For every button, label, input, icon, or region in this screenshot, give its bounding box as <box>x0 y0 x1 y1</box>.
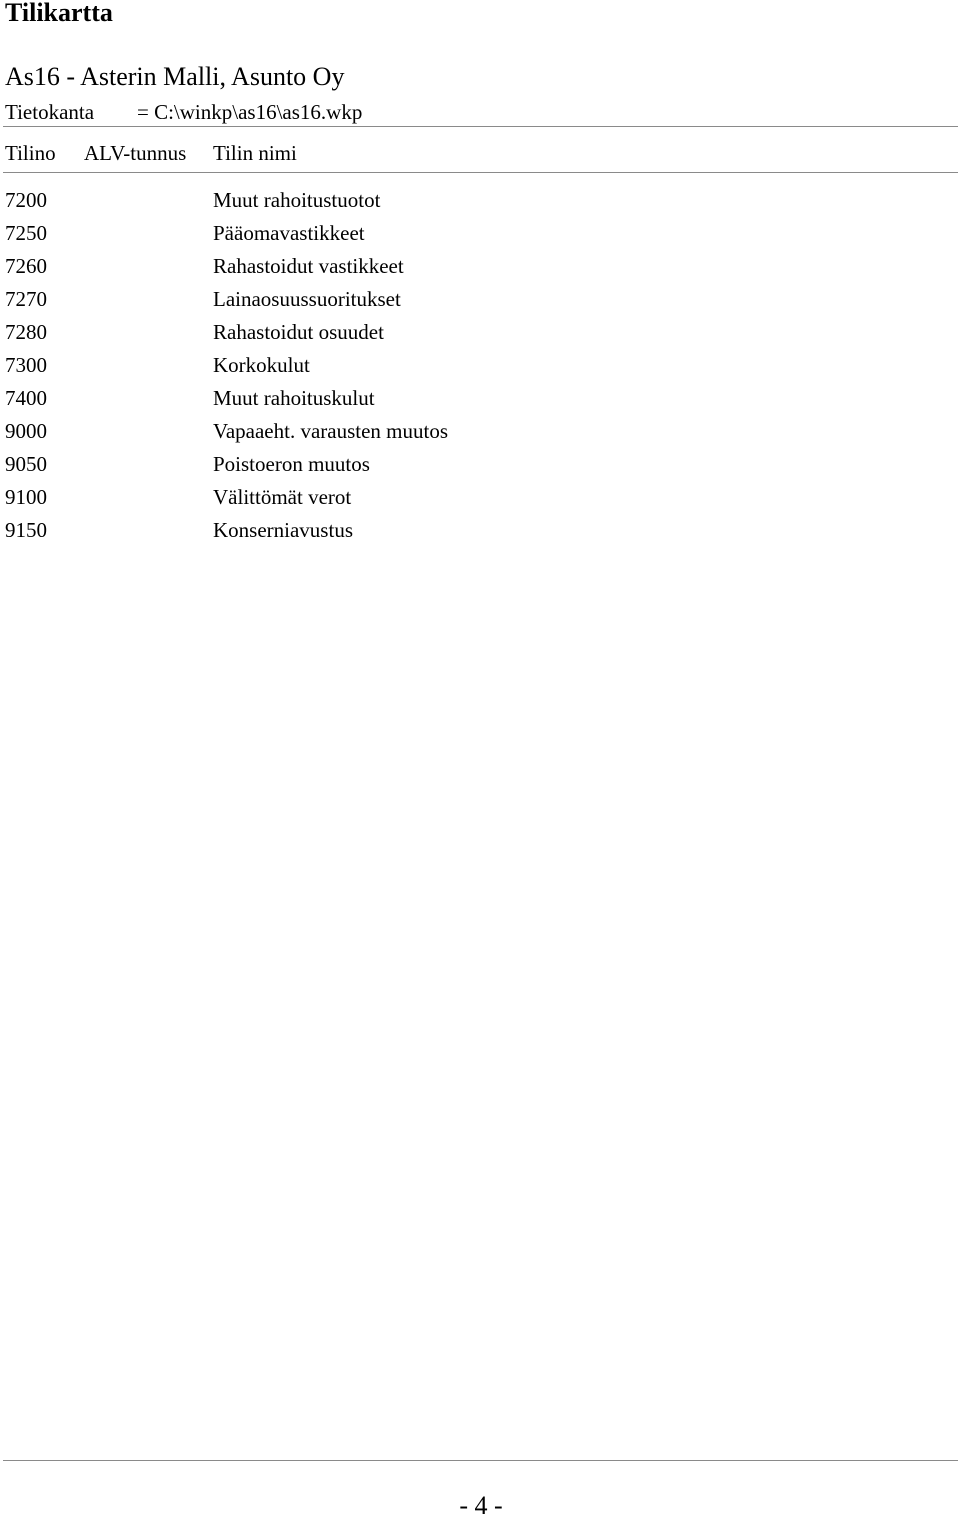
page-number <box>0 1491 960 1521</box>
account-name: Välittömät verot <box>213 485 352 509</box>
database-path: = C:\winkp\as16\as16.wkp <box>137 100 363 124</box>
account-number: 7300 <box>5 353 47 377</box>
table-row <box>0 219 960 252</box>
account-name: Pääomavastikkeet <box>213 221 365 245</box>
document-title: Tilikartta <box>5 0 113 27</box>
company-name: As16 - Asterin Malli, Asunto Oy <box>5 62 345 91</box>
account-number: 7250 <box>5 221 47 245</box>
account-name: Vapaaeht. varausten muutos <box>213 419 449 443</box>
table-row <box>0 351 960 384</box>
table-row <box>0 450 960 483</box>
account-number: 7270 <box>5 287 47 311</box>
table-row <box>0 417 960 450</box>
column-header-vat-code: ALV-tunnus <box>84 141 187 165</box>
column-header-account-name: Tilin nimi <box>213 141 297 165</box>
header-bottom-divider <box>3 172 958 173</box>
account-number: 9150 <box>5 518 47 542</box>
table-row <box>0 285 960 318</box>
table-row <box>0 483 960 516</box>
account-number: 9100 <box>5 485 47 509</box>
footer-divider <box>3 1460 958 1461</box>
account-name: Korkokulut <box>213 353 310 377</box>
account-number: 7260 <box>5 254 47 278</box>
table-row <box>0 384 960 417</box>
database-label: Tietokanta <box>5 100 95 124</box>
account-name: Rahastoidut osuudet <box>213 320 384 344</box>
account-number: 9050 <box>5 452 47 476</box>
account-number: 7400 <box>5 386 47 410</box>
column-header-account-number: Tilino <box>5 141 56 165</box>
table-row <box>0 516 960 549</box>
table-row <box>0 186 960 219</box>
account-number: 9000 <box>5 419 47 443</box>
page-number-text: - 4 - <box>459 1491 503 1520</box>
table-row <box>0 252 960 285</box>
account-name: Muut rahoitustuotot <box>213 188 381 212</box>
account-number: 7200 <box>5 188 47 212</box>
table-row <box>0 318 960 351</box>
account-name: Muut rahoituskulut <box>213 386 375 410</box>
account-list <box>0 186 960 549</box>
account-name: Lainaosuussuoritukset <box>213 287 401 311</box>
account-name: Konserniavustus <box>213 518 353 542</box>
account-number: 7280 <box>5 320 47 344</box>
header-top-divider <box>3 126 958 127</box>
account-name: Rahastoidut vastikkeet <box>213 254 404 278</box>
account-name: Poistoeron muutos <box>213 452 370 476</box>
